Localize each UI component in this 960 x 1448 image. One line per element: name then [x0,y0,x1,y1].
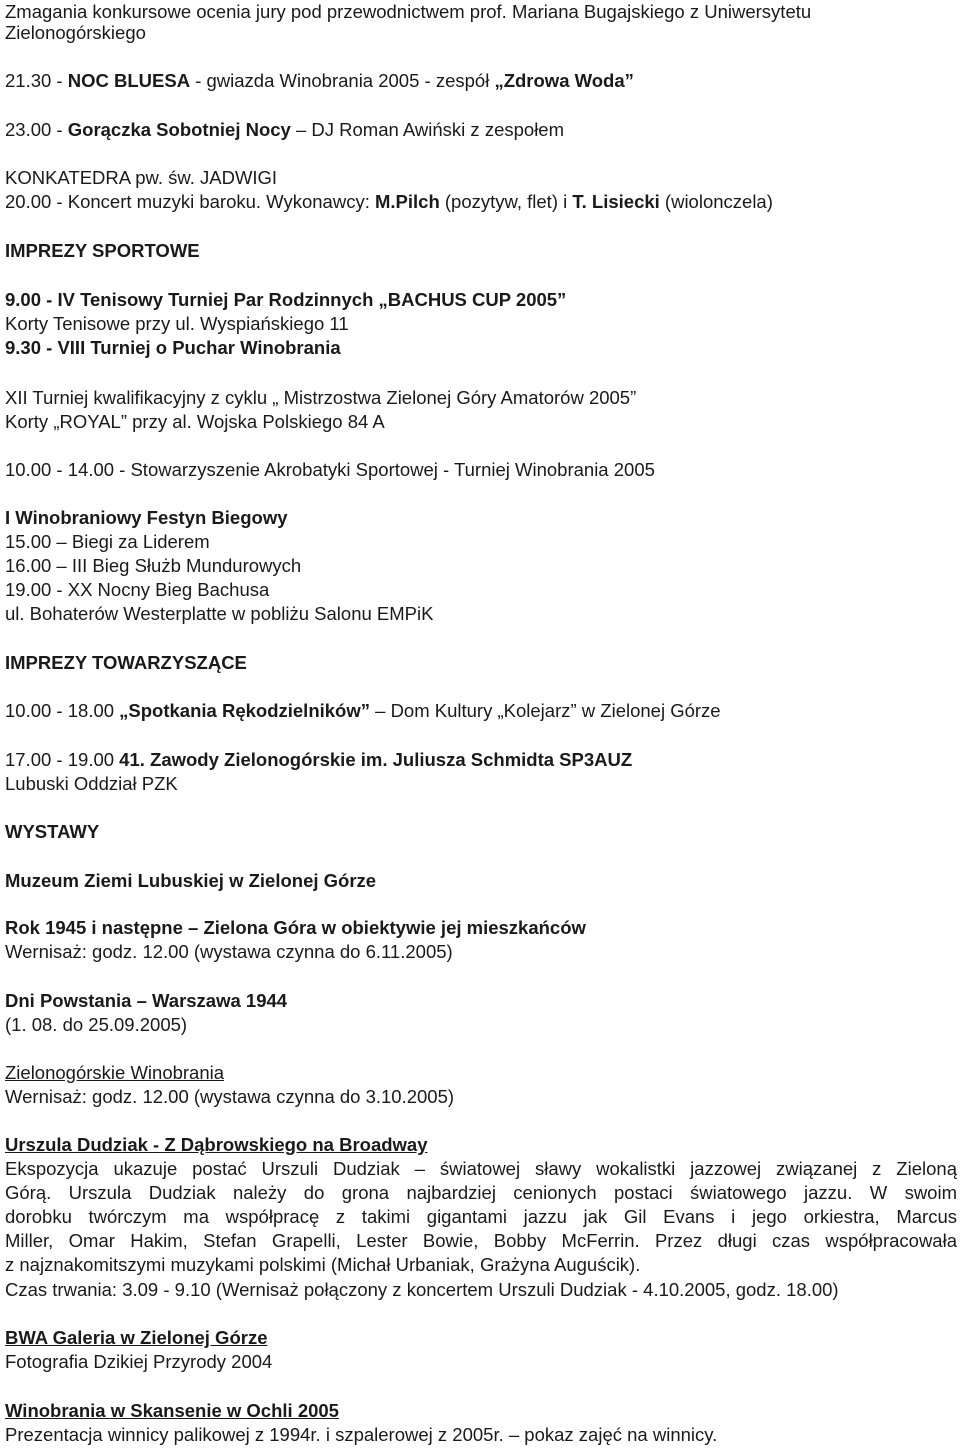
exhibition-1-title: Rok 1945 i następne – Zielona Góra w obiektywie jej mieszkańców [5,917,586,938]
run-item-1: 15.00 – Biegi za Liderem [5,531,210,552]
sports-heading: IMPREZY SPORTOWE [5,240,200,261]
social-heading: IMPREZY TOWARZYSZĄCE [5,652,247,673]
exhibition-4-duration: Czas trwania: 3.09 - 9.10 (Wernisaż połączony z koncertem Urszuli Dudziak - 4.10.2005, godz. 18.00) [5,1279,839,1300]
blues-title: NOC BLUESA [67,70,191,91]
exhibition-3-info: Wernisaż: godz. 12.00 (wystawa czynna do 3.10.2005) [5,1086,455,1107]
tennis-pairs-place: Korty Tenisowe przy ul. Wyspiańskiego 11 [5,313,349,334]
description-line: dorobku twórczym ma współpracę z takimi gigantami jazzu jak Gil Evans i jego orkiestra, Marcus [5,1206,957,1227]
performer-1-role: (pozytyw, flet) i [439,191,573,212]
crafts-time: 10.00 - 18.00 [5,700,120,721]
fever-description: – DJ Roman Awiński z zespołem [290,119,564,140]
run-item-3: 19.00 - XX Nocny Bieg Bachusa [5,579,270,600]
blues-band: „Zdrowa Woda” [494,70,634,91]
radio-title: 41. Zawody Zielonogórskie im. Juliusza Schmidta SP3AUZ [119,749,633,770]
exhibition-3-title: Zielonogórskie Winobrania [5,1062,225,1083]
exhibitions-heading: WYSTAWY [5,821,100,842]
skansen-heading: Winobrania w Skansenie w Ochli 2005 [5,1400,339,1421]
description-line: Górą. Urszula Dudziak należy do grona najbardziej cenionych postaci światowego jazzu. W swoim [5,1182,957,1203]
blues-description: - gwiazda Winobrania 2005 - zespół [190,70,495,91]
radio-organizer: Lubuski Oddział PZK [5,773,178,794]
run-item-2: 16.00 – III Bieg Służb Mundurowych [5,555,302,576]
description-line: Miller, Omar Hakim, Stefan Grapelli, Lester Bowie, Bobby McFerrin. Przez długi czas współpracowała [5,1230,957,1251]
skansen-description: Prezentacja winnicy palikowej z 1994r. i szpalerowej z 2005r. – pokaz zajęć na winnicy. [5,1424,718,1445]
performer-2-role: (wiolonczela) [659,191,773,212]
blues-night-line [5,69,634,93]
museum-heading: Muzeum Ziemi Lubuskiej w Zielonej Górze [5,870,377,891]
crafts-title: „Spotkania Rękodzielników” [119,700,370,721]
intro-line-1: Zmagania konkursowe ocenia jury pod przewodnictwem prof. Mariana Bugajskiego z Uniwersytetu [5,1,812,22]
crafts-line [5,699,721,723]
tennis-pairs-title: 9.00 - IV Tenisowy Turniej Par Rodzinnych „BACHUS CUP 2005” [5,289,567,310]
description-line: Ekspozycja ukazuje postać Urszuli Dudziak – światowej sławy wokalistki jazzowej związanej z Zieloną [5,1158,957,1179]
description-line: z najznakomitszymi muzykami polskimi (Michał Urbaniak, Grażyna Auguścik). [5,1254,641,1275]
crafts-place: – Dom Kultury „Kolejarz” w Zielonej Górze [370,700,721,721]
run-place: ul. Bohaterów Westerplatte w pobliżu Salonu EMPiK [5,603,434,624]
intro-line-2: Zielonogórskiego [5,22,146,43]
blues-time: 21.30 - [5,70,68,91]
saturday-fever-line [5,118,564,142]
fever-title: Gorączka Sobotniej Nocy [67,119,291,140]
tennis-cup-place: Korty „ROYAL” przy al. Wojska Polskiego 84 A [5,411,385,432]
exhibition-4-title: Urszula Dudziak - Z Dąbrowskiego na Broadway [5,1134,428,1155]
performer-2: T. Lisiecki [572,191,660,212]
acrobatics-line: 10.00 - 14.00 - Stowarzyszenie Akrobatyki Sportowej - Turniej Winobrania 2005 [5,459,655,480]
baroque-concert-line [5,190,773,214]
exhibition-1-info: Wernisaż: godz. 12.00 (wystawa czynna do 6.11.2005) [5,941,453,962]
cathedral-heading: KONKATEDRA pw. św. JADWIGI [5,167,278,188]
tennis-cup-subtitle: XII Turniej kwalifikacyjny z cyklu „ Mistrzostwa Zielonej Góry Amatorów 2005” [5,387,637,408]
exhibition-2-title: Dni Powstania – Warszawa 1944 [5,990,288,1011]
radio-contest-line [5,748,632,772]
performer-1: M.Pilch [374,191,440,212]
bwa-gallery-heading: BWA Galeria w Zielonej Górze [5,1327,268,1348]
running-festival-title: I Winobraniowy Festyn Biegowy [5,507,288,528]
bwa-exhibition: Fotografia Dzikiej Przyrody 2004 [5,1351,273,1372]
exhibition-2-info: (1. 08. do 25.09.2005) [5,1014,188,1035]
concert-text: 20.00 - Koncert muzyki baroku. Wykonawcy: [5,191,375,212]
tennis-cup-title: 9.30 - VIII Turniej o Puchar Winobrania [5,337,341,358]
exhibition-4-description [5,1157,957,1277]
radio-time: 17.00 - 19.00 [5,749,120,770]
fever-time: 23.00 - [5,119,68,140]
